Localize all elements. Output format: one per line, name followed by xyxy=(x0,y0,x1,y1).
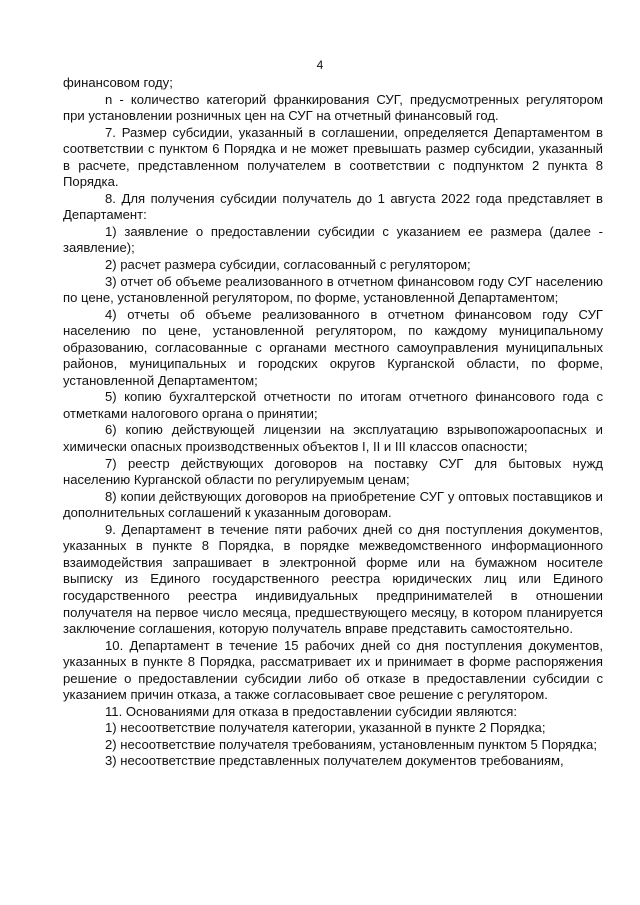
subitem-11-3: 3) несоответствие представленных получателем документов требованиям, xyxy=(105,753,564,769)
paragraph-n-definition: n - количество категорий франкирования СУГ, предусмотренных регулятором при установлении розничных цен на СУГ на отчетный финансовый год. xyxy=(63,91,603,124)
page-number: 4 xyxy=(316,58,324,72)
paragraph-item-10: 10. Департамент в течение 15 рабочих дней со дня поступления документов, указанных в пункте 8 Порядка, рассматривает их и принимает в форме распоряжения решение о предоставлении субсидии либо об отказе в предоставлении субсидии с указанием причин отказа, а также согласовывает свое решение с регулятором. xyxy=(63,637,603,703)
subitem-8-3: 3) отчет об объеме реализованного в отчетном финансовом году СУГ населению по цене, установленной регулятором, по форме, установленной Департаментом; xyxy=(63,273,603,306)
subitem-8-8: 8) копии действующих договоров на приобретение СУГ у оптовых поставщиков и дополнительных соглашений к указанным договорам. xyxy=(63,488,603,521)
subitem-8-7: 7) реестр действующих договоров на поставку СУГ для бытовых нужд населению Курганской области по регулируемым ценам; xyxy=(63,455,603,488)
subitem-8-2: 2) расчет размера субсидии, согласованный с регулятором; xyxy=(105,257,471,273)
subitem-8-1: 1) заявление о предоставлении субсидии с указанием ее размера (далее - заявление); xyxy=(63,223,603,256)
paragraph-item-8: 8. Для получения субсидии получатель до 1 августа 2022 года представляет в Департамент: xyxy=(63,190,603,223)
subitem-11-2: 2) несоответствие получателя требованиям, установленным пунктом 5 Порядка; xyxy=(105,736,597,752)
paragraph-item-11: 11. Основаниями для отказа в предоставлении субсидии являются: xyxy=(105,703,517,719)
subitem-11-1: 1) несоответствие получателя категории, указанной в пункте 2 Порядка; xyxy=(105,720,546,736)
paragraph-item-7: 7. Размер субсидии, указанный в соглашении, определяется Департаментом в соответствии с пунктом 6 Порядка и не может превышать размер субсидии, указанный в расчете, представленном получателем в соответствии с подпунктом 2 пункта 8 Порядка. xyxy=(63,124,603,190)
paragraph-continuation: финансовом году; xyxy=(63,75,173,90)
subitem-8-5: 5) копию бухгалтерской отчетности по итогам отчетного финансового года с отметками налогового органа о принятии; xyxy=(63,389,603,421)
document-body xyxy=(63,75,603,770)
paragraph-item-9: 9. Департамент в течение пяти рабочих дней со дня поступления документов, указанных в пункте 8 Порядка, в порядке межведомственного информационного взаимодействия запрашивает в электронной форме или на бумажном носителе выписку из Единого государственного реестра юридических лиц или Единого государственного реестра индивидуальных предпринимателей в отношении получателя на первое число месяца, предшествующего месяцу, в котором планируется заключение соглашения, которую получатель вправе представить самостоятельно. xyxy=(63,521,603,637)
subitem-8-4: 4) отчеты об объеме реализованного в отчетном финансовом году СУГ населению по цене, установленной регулятором, по каждому муниципальному образованию, согласованные с органами местного самоуправления муниципальных районов, муниципальных и городских округов Курганской области, по форме, установленной Департаментом; xyxy=(63,306,603,388)
subitem-8-6: 6) копию действующей лицензии на эксплуатацию взрывопожароопасных и химически опасных производственных объектов I, II и III классов опасности; xyxy=(63,422,603,455)
